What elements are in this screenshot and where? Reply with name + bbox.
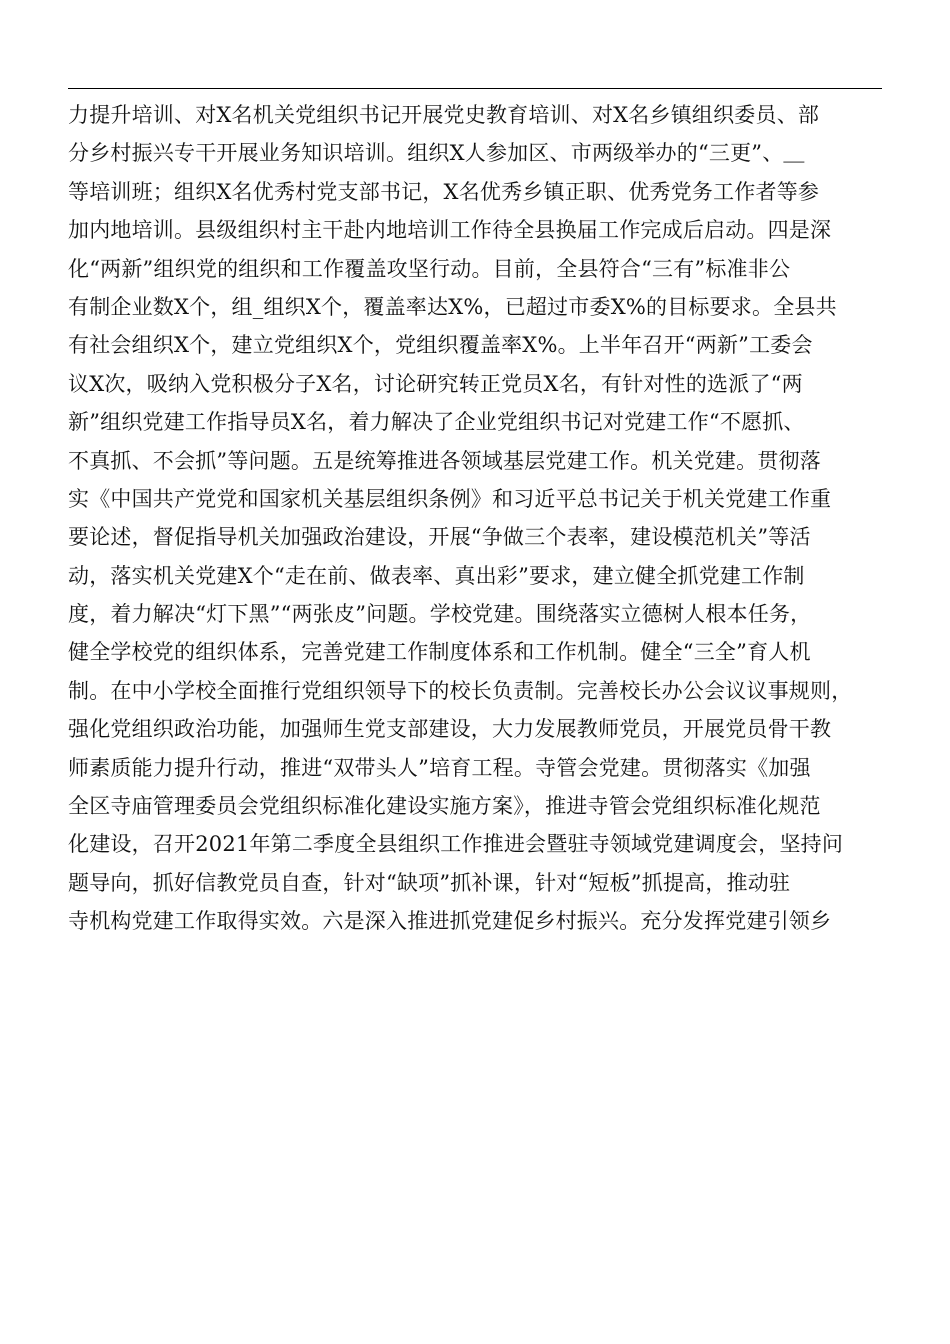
text-line: 师素质能力提升行动，推进“双带头人”培育工程。寺管会党建。贯彻落实《加强 xyxy=(68,755,811,780)
text-line: 实《中国共产党党和国家机关基层组织条例》和习近平总书记关于机关党建工作重 xyxy=(68,486,832,511)
text-line: 议X次，吸纳入党积极分子X名，讨论研究转正党员X名，有针对性的选派了“两 xyxy=(68,371,803,396)
text-line: 有社会组织X个，建立党组织X个，党组织覆盖率X%。上半年召开“两新”工委会 xyxy=(68,333,813,358)
text-line: 有制企业数X个，组_组织X个，覆盖率达X%，已超过市委X%的目标要求。全县共 xyxy=(68,294,837,319)
text-line: 力提升培训、对X名机关党组织书记开展党史教育培训、对X名乡镇组织委员、部 xyxy=(68,103,820,127)
text-line: 分乡村振兴专干开展业务知识培训。组织X人参加区、市两级举办的“三更”、＿ xyxy=(68,141,805,166)
text-line: 度，着力解决“灯下黑”“两张皮”问题。学校党建。围绕落实立德树人根本任务， xyxy=(68,602,812,627)
text-line: 新”组织党建工作指导员X名，着力解决了企业党组织书记对党建工作“不愿抓、 xyxy=(68,410,805,435)
text-line: 不真抓、不会抓”等问题。五是统筹推进各领域基层党建工作。机关党建。贯彻落 xyxy=(68,448,821,473)
text-line: 强化党组织政治功能，加强师生党支部建设，大力发展教师党员，开展党员骨干教 xyxy=(68,717,832,742)
text-line: 等培训班；组织X名优秀村党支部书记，X名优秀乡镇正职、优秀党务工作者等参 xyxy=(68,179,820,204)
text-line: 动，落实机关党建X个“走在前、做表率、真出彩”要求，建立健全抓党建工作制 xyxy=(68,563,805,588)
text-line: 制。在中小学校全面推行党组织领导下的校长负责制。完善校长办公会议议事规则， xyxy=(68,678,853,703)
text-line: 寺机构党建工作取得实效。六是深入推进抓党建促乡村振兴。充分发挥党建引领乡 xyxy=(68,909,832,934)
text-line: 化建设，召开2021年第二季度全县组织工作推进会暨驻寺领域党建调度会，坚持问 xyxy=(68,832,844,857)
text-line: 化“两新”组织党的组织和工作覆盖攻坚行动。目前，全县符合“三有”标准非公 xyxy=(68,256,791,281)
body-text xyxy=(68,96,894,941)
text-line: 健全学校党的组织体系，完善党建工作制度体系和工作机制。健全“三全”育人机 xyxy=(68,640,811,665)
text-line: 题导向，抓好信教党员自查，针对“缺项”抓补课，针对“短板”抓提高，推动驻 xyxy=(68,870,791,895)
header-rule xyxy=(68,88,882,89)
text-line: 全区寺庙管理委员会党组织标准化建设实施方案》，推进寺管会党组织标准化规范 xyxy=(68,794,821,819)
text-line: 要论述，督促指导机关加强政治建设，开展“争做三个表率，建设模范机关”等活 xyxy=(68,525,811,550)
text-line: 加内地培训。县级组织村主干赴内地培训工作待全县换届工作完成后启动。四是深 xyxy=(68,218,832,243)
